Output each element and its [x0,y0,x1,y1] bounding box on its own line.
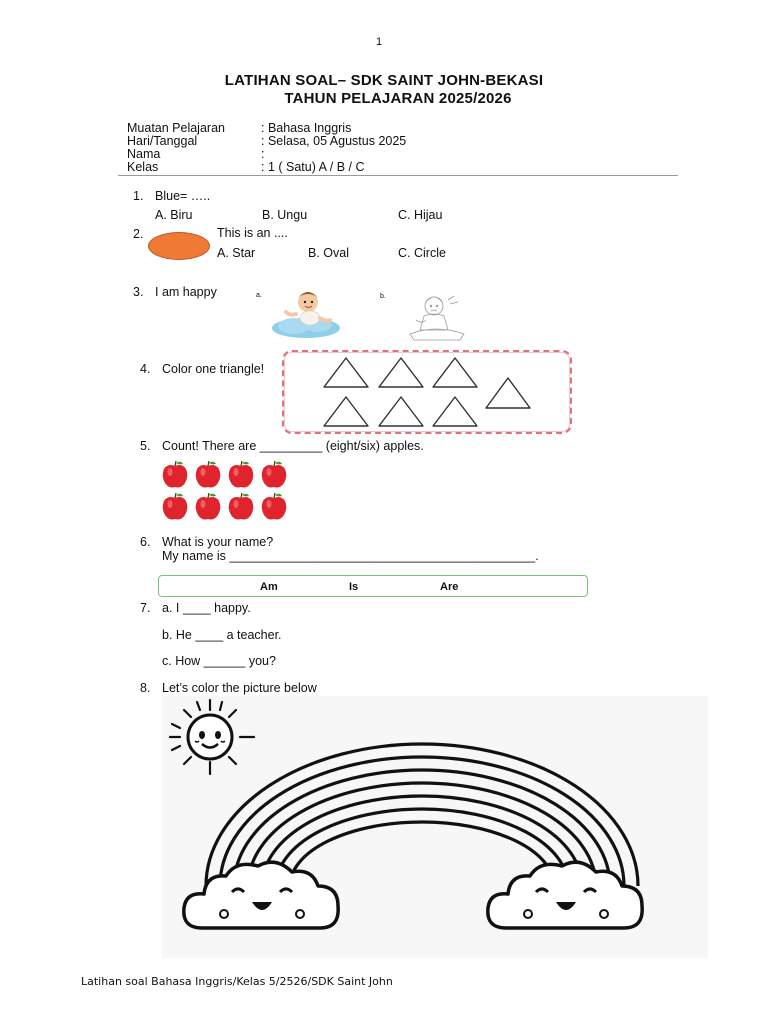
triangle[interactable] [433,358,477,387]
option-c[interactable]: C. Circle [398,246,446,260]
blank-b[interactable]: b. He ____ a teacher. [162,628,282,642]
question-text: Let’s color the picture below [162,681,317,695]
question-number: 3. [133,285,144,299]
oval-shape-image [148,232,210,260]
triangle[interactable] [324,397,368,426]
apple-icon [163,493,188,520]
info-value-class: : 1 ( Satu) A / B / C [261,160,365,174]
triangle[interactable] [433,397,477,426]
info-label-subject: Muatan Pelajaran [127,121,225,135]
blank-a[interactable]: a. I ____ happy. [162,601,251,615]
question-number: 6. [140,535,151,549]
page-number: 1 [376,36,383,48]
word-am: Am [260,581,278,593]
apple-icon [196,461,221,488]
apple-icon [163,461,188,488]
triangle[interactable] [379,397,423,426]
question-number: 1. [133,189,144,203]
happy-baby-image[interactable] [270,288,348,344]
page-title: LATIHAN SOAL– SDK SAINT JOHN-BEKASI [224,72,544,89]
info-label-date: Hari/Tanggal [127,134,198,148]
question-text: Blue= ….. [155,189,211,203]
question-number: 4. [140,362,151,376]
word-is: Is [349,581,359,593]
question-number: 7. [140,601,151,615]
apple-icon [262,493,287,520]
question-number: 8. [140,681,151,695]
apple-icon [196,493,221,520]
header-divider [118,175,678,176]
apples-image [160,458,292,522]
option-c[interactable]: C. Hijau [398,208,443,222]
triangle[interactable] [486,378,530,408]
info-value-name: : [261,147,265,161]
sad-child-image[interactable] [404,290,468,344]
triangles-image [282,350,572,434]
option-a-label: a. [256,292,262,299]
question-text: What is your name? [162,535,274,549]
word-are: Are [440,581,459,593]
blank-c[interactable]: c. How ______ you? [162,654,276,668]
option-a[interactable]: A. Biru [155,208,193,222]
answer-line[interactable]: My name is ____________________________________________. [162,549,539,563]
info-value-subject: : Bahasa Inggris [261,121,352,135]
option-b[interactable]: B. Ungu [262,208,308,222]
apple-icon [229,461,254,488]
question-number: 5. [140,439,151,453]
rainbow-coloring-image[interactable] [162,696,708,958]
word-bank-box [158,575,588,597]
question-number: 2. [133,227,144,241]
triangle[interactable] [379,358,423,387]
option-b-label: b. [380,293,386,300]
question-text: I am happy [155,285,217,299]
question-text: Count! There are _________ (eight/six) apples. [162,439,424,453]
info-value-date: : Selasa, 05 Agustus 2025 [261,134,407,148]
triangle[interactable] [324,358,368,387]
question-text: Color one triangle! [162,362,265,376]
question-text: This is an .... [217,226,288,240]
info-label-name: Nama [127,147,161,161]
page-footer: Latihan soal Bahasa Inggris/Kelas 5/2526/SDK Saint John [81,975,393,988]
info-label-class: Kelas [127,160,159,174]
apple-icon [262,461,287,488]
apple-icon [229,493,254,520]
option-a[interactable]: A. Star [217,246,256,260]
option-b[interactable]: B. Oval [308,246,349,260]
page-subtitle: TAHUN PELAJARAN 2025/2026 [284,90,512,107]
